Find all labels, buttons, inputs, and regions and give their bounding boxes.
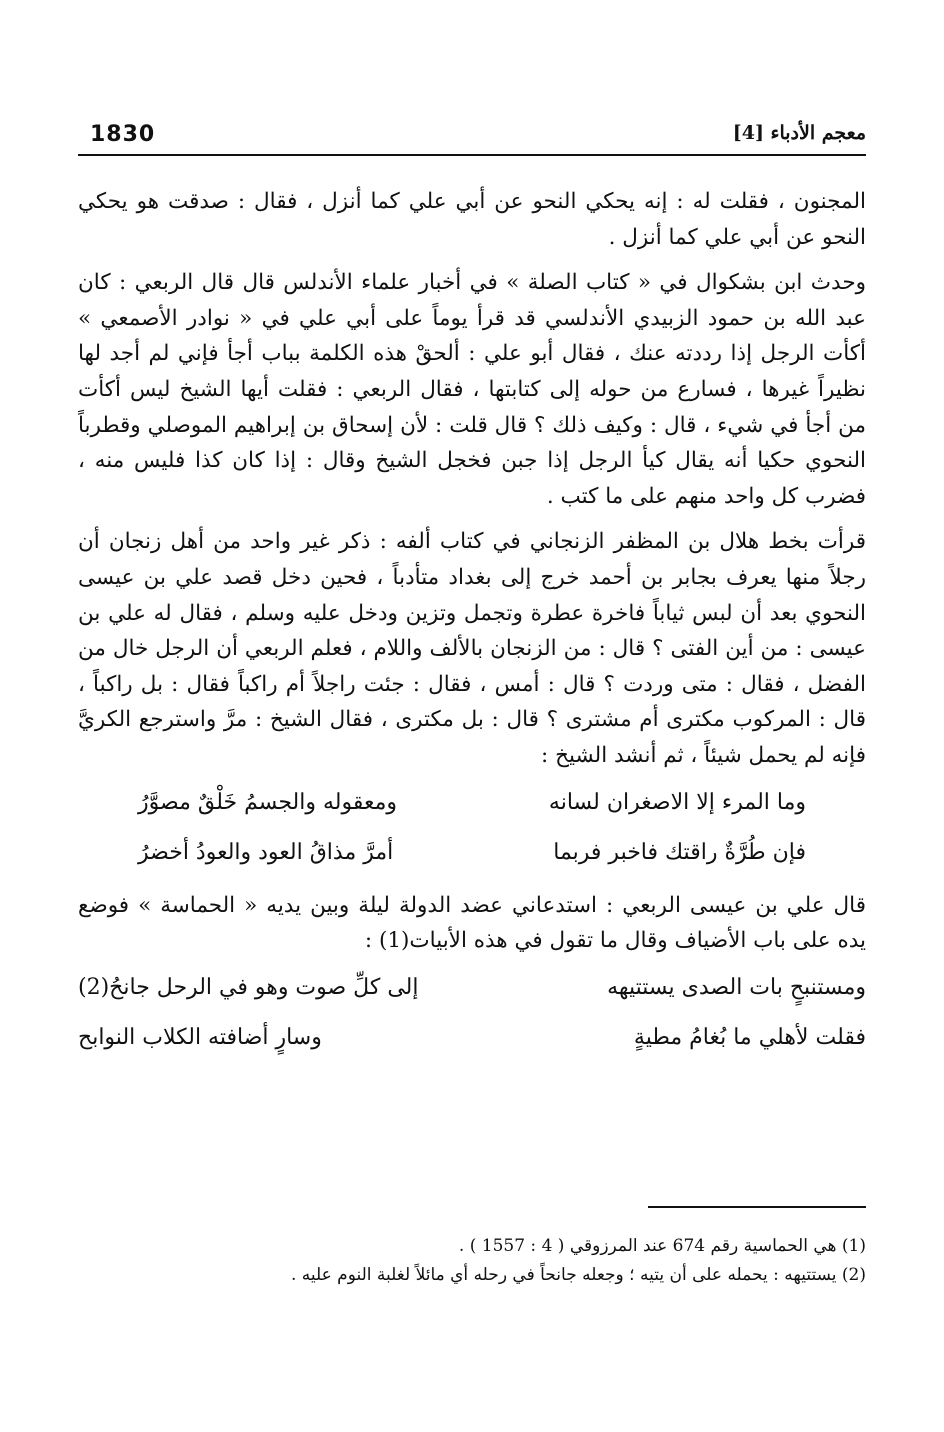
verse-second-hemistich: وسارٍ أضافته الكلاب النوابح <box>78 1024 322 1050</box>
footnotes <box>78 1232 866 1290</box>
poem-verse <box>78 828 866 878</box>
verse-first-hemistich: ومستنبحٍ بات الصدى يستتيهه <box>607 974 866 1000</box>
poem-1 <box>78 778 866 878</box>
verse-first-hemistich: فإن طُرَّةٌ راقتك فاخبر فربما <box>553 839 806 865</box>
footnote-divider <box>648 1206 866 1208</box>
verse-second-hemistich: أمرَّ مذاقُ العود والعودُ أخضرُ <box>138 839 394 865</box>
footnote-1: (1) هي الحماسية رقم 674 عند المرزوقي ( 4 : 1557 ) . <box>458 1236 866 1256</box>
footnote-2: (2) يستتيهه : يحمله على أن يتيه ؛ وجعله جانحاً في رحله أي مائلاً لغلبة النوم عليه . <box>290 1265 866 1285</box>
page-number: 1830 <box>90 122 156 147</box>
poem-verse <box>78 778 866 828</box>
poem-2 <box>78 963 866 1063</box>
body-text <box>78 184 866 1067</box>
poem-verse <box>78 1013 866 1063</box>
verse-first-hemistich: فقلت لأهلي ما بُغامُ مطيةٍ <box>633 1024 866 1050</box>
page-header <box>78 118 866 156</box>
paragraph-3: قرأت بخط هلال بن المظفر الزنجاني في كتاب ألفه : ذكر غير واحد من أهل زنجان أن رجلاً منها يعرف بجابر بن أحمد خرج إلى بغداد متأدباً ، فحين دخل قصد علي بن عيسى النحوي بعد أن لبس ثياباً فاخرة عطرة وتجمل وتزين ودخل عليه وسلم ، فقال له علي بن عيسى : من أين الفتى ؟ قال : من الزنجان بالألف واللام ، فعلم الربعي أن الرجل خال من الفضل ، فقال : متى وردت ؟ قال : أمس ، فقال : جئت راجلاً أم راكباً فقال : بل راكباً ، قال : المركوب مكترى أم مشترى ؟ قال : بل مكترى ، فقال الشيخ : مرَّ واسترجع الكريَّ فإنه لم يحمل شيئاً ، ثم أنشد الشيخ : <box>78 529 866 768</box>
running-title: معجم الأدباء [4] <box>732 122 866 144</box>
verse-first-hemistich: وما المرء إلا الاصغران لسانه <box>548 789 806 815</box>
poem-verse <box>78 963 866 1013</box>
paragraph-2: وحدث ابن بشكوال في « كتاب الصلة » في أخبار علماء الأندلس قال قال الربعي : كان عبد الله بن حمود الزبيدي الأندلسي قد قرأ يوماً على أبي علي في « نوادر الأصمعي » أكأت الرجل إذا رددته عنك ، فقال أبو علي : ألحقْ هذه الكلمة بباب أجأ فإني لم أجد لها نظيراً غيرها ، فسارع من حوله إلى كتابتها ، فقال الربعي : فقلت أيها الشيخ ليس أكأت من أجأ في شيء ، قال : وكيف ذلك ؟ قال قلت : لأن إسحاق بن إبراهيم الموصلي وقطرباً النحوي حكيا أنه يقال كيأ الرجل إذا جبن فخجل الشيخ وقال : إذا كان كذا فليس منه ، فضرب كل واحد منهم على ما كتب . <box>78 270 866 509</box>
verse-second-hemistich: إلى كلِّ صوت وهو في الرحل جانحُ(2) <box>78 974 419 1000</box>
verse-second-hemistich: ومعقوله والجسمُ خَلْقٌ مصوَّرُ <box>138 789 397 815</box>
paragraph-4: قال علي بن عيسى الربعي : استدعاني عضد الدولة ليلة وبين يديه « الحماسة » فوضع يده على باب الأضياف وقال ما تقول في هذه الأبيات(1) : <box>78 892 866 954</box>
paragraph-1: المجنون ، فقلت له : إنه يحكي النحو عن أبي علي كما أنزل ، فقال : صدقت هو يحكي النحو عن أبي علي كما أنزل . <box>78 189 866 250</box>
